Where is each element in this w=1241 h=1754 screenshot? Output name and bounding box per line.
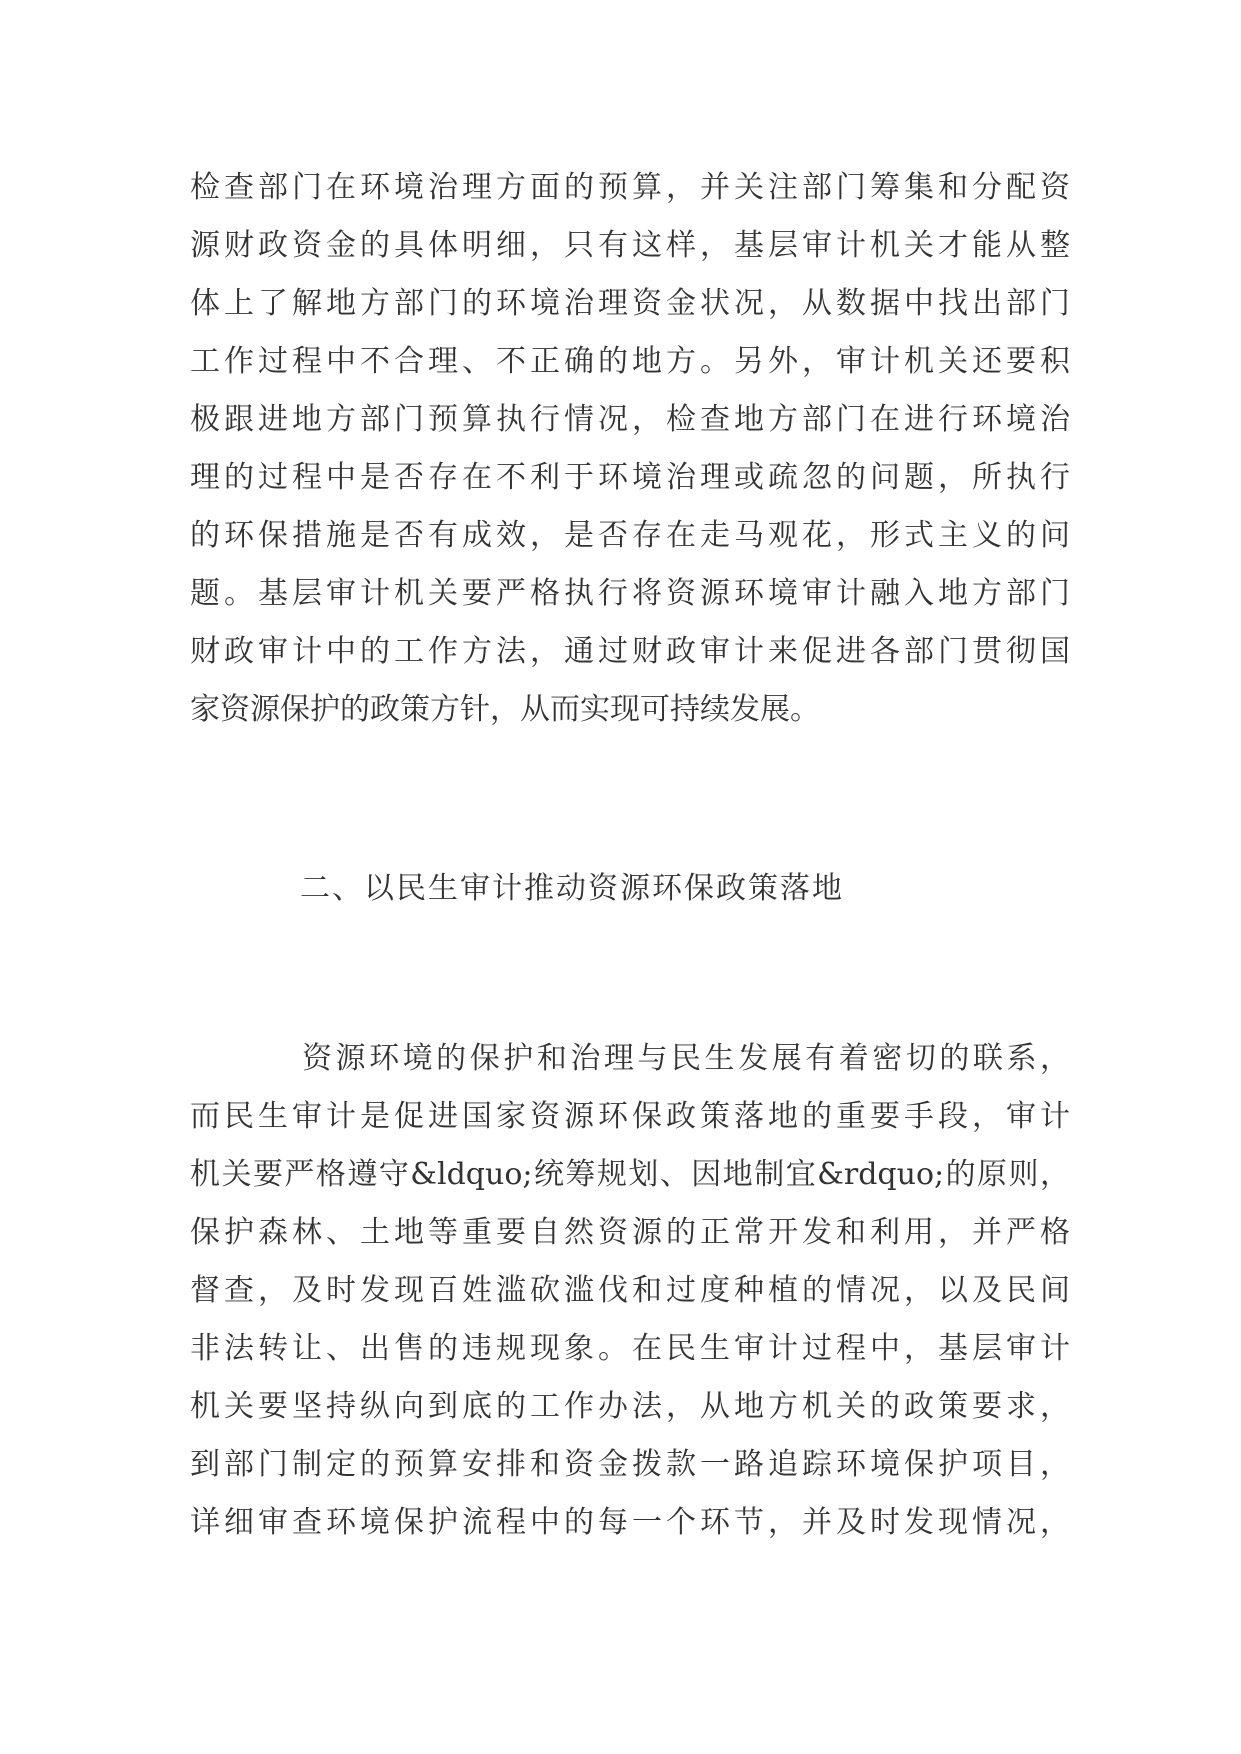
- paragraph-line: 源财政资金的具体明细，只有这样，基层审计机关才能从整: [190, 228, 1070, 263]
- section-heading: 二、以民生审计推动资源环保政策落地: [300, 871, 844, 906]
- paragraph-line: 家资源保护的政策方针，从而实现可持续发展。: [190, 692, 820, 727]
- paragraph-line: 的环保措施是否有成效，是否存在走马观花，形式主义的问: [190, 518, 1070, 553]
- paragraph-2: [190, 1030, 1070, 1552]
- paragraph-line: 非法转让、出售的违规现象。在民生审计过程中，基层审计: [190, 1331, 1070, 1366]
- paragraph-line: 机关要坚持纵向到底的工作办法，从地方机关的政策要求，: [190, 1389, 1070, 1424]
- paragraph-line: 极跟进地方部门预算执行情况，检查地方部门在进行环境治: [190, 402, 1070, 437]
- paragraph-line: 而民生审计是促进国家资源环保政策落地的重要手段，审计: [190, 1099, 1070, 1134]
- paragraph-line: 保护森林、土地等重要自然资源的正常开发和利用，并严格: [190, 1215, 1070, 1250]
- paragraph-line: 题。基层审计机关要严格执行将资源环境审计融入地方部门: [190, 576, 1070, 611]
- paragraph-line: 机关要严格遵守&ldquo;统筹规划、因地制宜&rdquo;的原则，: [190, 1157, 1070, 1192]
- paragraph-line: 财政审计中的工作方法，通过财政审计来促进各部门贯彻国: [190, 634, 1070, 669]
- paragraph-line: 详细审查环境保护流程中的每一个环节，并及时发现情况，: [190, 1505, 1070, 1540]
- paragraph-line: 到部门制定的预算安排和资金拨款一路追踪环境保护项目，: [190, 1447, 1070, 1482]
- paragraph-1: [190, 159, 1070, 739]
- paragraph-line: 理的过程中是否存在不利于环境治理或疏忽的问题，所执行: [190, 460, 1070, 495]
- paragraph-line: 资源环境的保护和治理与民生发展有着密切的联系，: [302, 1041, 1070, 1076]
- paragraph-line: 体上了解地方部门的环境治理资金状况，从数据中找出部门: [190, 286, 1070, 321]
- paragraph-line: 检查部门在环境治理方面的预算，并关注部门筹集和分配资: [190, 170, 1070, 205]
- paragraph-line: 工作过程中不合理、不正确的地方。另外，审计机关还要积: [190, 344, 1070, 379]
- paragraph-line: 督查，及时发现百姓滥砍滥伐和过度种植的情况，以及民间: [190, 1273, 1070, 1308]
